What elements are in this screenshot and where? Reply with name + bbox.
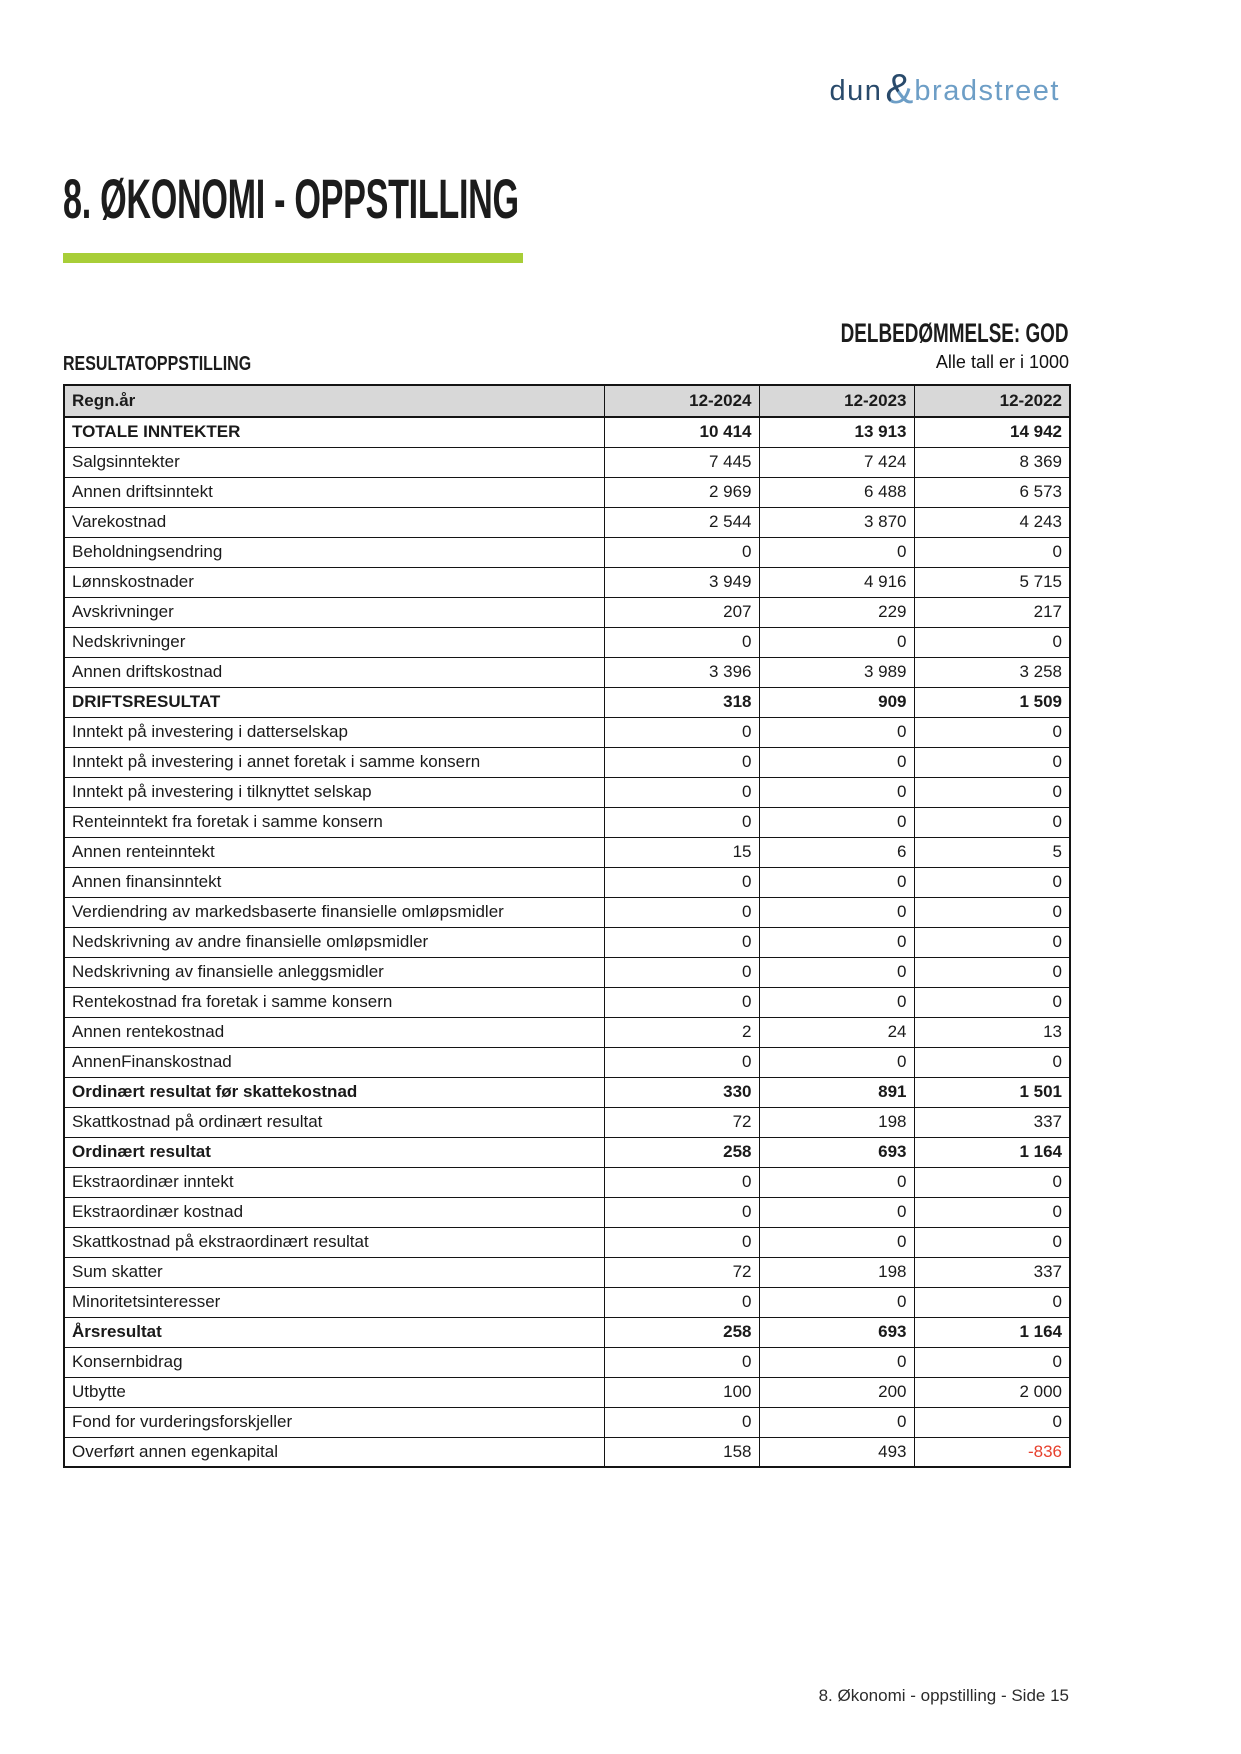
cell-value: 10 414	[604, 417, 759, 447]
table-row	[64, 477, 1070, 507]
cell-value: 0	[604, 777, 759, 807]
cell-value: 5 715	[914, 567, 1070, 597]
dun-bradstreet-logo	[829, 65, 1060, 114]
row-label: Avskrivninger	[64, 597, 604, 627]
column-header-regnar: Regn.år	[64, 385, 604, 417]
cell-value: 0	[759, 1407, 914, 1437]
row-label: DRIFTSRESULTAT	[64, 687, 604, 717]
row-label: Beholdningsendring	[64, 537, 604, 567]
cell-value: 207	[604, 597, 759, 627]
cell-value: 0	[914, 987, 1070, 1017]
cell-value: 0	[604, 717, 759, 747]
cell-value: 0	[604, 747, 759, 777]
cell-value: 5	[914, 837, 1070, 867]
row-label: Salgsinntekter	[64, 447, 604, 477]
cell-value: 8 369	[914, 447, 1070, 477]
table-header	[64, 385, 1070, 417]
cell-value: 0	[604, 537, 759, 567]
cell-value: 3 989	[759, 657, 914, 687]
row-label: Skattkostnad på ordinært resultat	[64, 1107, 604, 1137]
cell-value: 0	[604, 1347, 759, 1377]
table-row	[64, 957, 1070, 987]
cell-value: 0	[604, 1047, 759, 1077]
row-label: Nedskrivning av andre finansielle omløpsmidler	[64, 927, 604, 957]
cell-value: 0	[604, 1287, 759, 1317]
table-row	[64, 777, 1070, 807]
table-row	[64, 1317, 1070, 1347]
cell-value: 0	[759, 1347, 914, 1377]
cell-value: 0	[604, 987, 759, 1017]
table-row	[64, 1377, 1070, 1407]
table-row	[64, 1197, 1070, 1227]
row-label: Konsernbidrag	[64, 1347, 604, 1377]
cell-value: 0	[759, 537, 914, 567]
table-row	[64, 1017, 1070, 1047]
table-row	[64, 597, 1070, 627]
column-header-2023: 12-2023	[759, 385, 914, 417]
cell-value: 3 258	[914, 657, 1070, 687]
cell-value: 0	[914, 1407, 1070, 1437]
table-row	[64, 537, 1070, 567]
cell-value: 6 573	[914, 477, 1070, 507]
cell-value: 258	[604, 1317, 759, 1347]
table-row	[64, 1287, 1070, 1317]
cell-value: 0	[604, 1407, 759, 1437]
table-row	[64, 1137, 1070, 1167]
cell-value: 4 243	[914, 507, 1070, 537]
row-label: Verdiendring av markedsbaserte finansielle omløpsmidler	[64, 897, 604, 927]
row-label: Overført annen egenkapital	[64, 1437, 604, 1467]
cell-value: 3 949	[604, 567, 759, 597]
cell-value: 0	[914, 807, 1070, 837]
cell-value: 0	[759, 897, 914, 927]
cell-value: 0	[914, 1227, 1070, 1257]
row-label: Rentekostnad fra foretak i samme konsern	[64, 987, 604, 1017]
table-row	[64, 417, 1070, 447]
table-row	[64, 837, 1070, 867]
cell-value: 0	[914, 1047, 1070, 1077]
row-label: Annen finansinntekt	[64, 867, 604, 897]
cell-value: 693	[759, 1317, 914, 1347]
row-label: Nedskrivning av finansielle anleggsmidler	[64, 957, 604, 987]
cell-value: 13 913	[759, 417, 914, 447]
row-label: Ekstraordinær kostnad	[64, 1197, 604, 1227]
cell-value: 0	[914, 1347, 1070, 1377]
row-label: Ordinært resultat	[64, 1137, 604, 1167]
cell-value: 0	[759, 717, 914, 747]
cell-value: 337	[914, 1257, 1070, 1287]
cell-value: 229	[759, 597, 914, 627]
cell-value: 7 424	[759, 447, 914, 477]
cell-value: 0	[759, 1227, 914, 1257]
cell-value: 2 000	[914, 1377, 1070, 1407]
cell-value: 0	[914, 1167, 1070, 1197]
units-note: Alle tall er i 1000	[935, 352, 1069, 372]
cell-value: 0	[604, 627, 759, 657]
cell-value: 4 916	[759, 567, 914, 597]
cell-value: 100	[604, 1377, 759, 1407]
cell-value: 6	[759, 837, 914, 867]
cell-value: 0	[914, 897, 1070, 927]
cell-value: 0	[914, 867, 1070, 897]
cell-value: 0	[604, 1167, 759, 1197]
table-row	[64, 1167, 1070, 1197]
table-row	[64, 687, 1070, 717]
logo-text-bradstreet: bradstreet	[914, 74, 1060, 107]
table-row	[64, 717, 1070, 747]
row-label: AnnenFinanskostnad	[64, 1047, 604, 1077]
row-label: Årsresultat	[64, 1317, 604, 1347]
cell-value: 72	[604, 1257, 759, 1287]
assessment-label: DELBEDØMMELSE: GOD	[841, 318, 1069, 348]
cell-value: 0	[759, 747, 914, 777]
row-label: Inntekt på investering i annet foretak i samme konsern	[64, 747, 604, 777]
cell-value: 0	[604, 1197, 759, 1227]
row-label: Sum skatter	[64, 1257, 604, 1287]
cell-value: 2 969	[604, 477, 759, 507]
cell-value: 0	[759, 807, 914, 837]
cell-value: 0	[759, 1167, 914, 1197]
cell-value: 0	[604, 867, 759, 897]
row-label: Ordinært resultat før skattekostnad	[64, 1077, 604, 1107]
table-row	[64, 447, 1070, 477]
cell-value: 72	[604, 1107, 759, 1137]
cell-value: 1 509	[914, 687, 1070, 717]
table-row	[64, 897, 1070, 927]
cell-value: 0	[604, 1227, 759, 1257]
row-label: Annen renteinntekt	[64, 837, 604, 867]
cell-value: 7 445	[604, 447, 759, 477]
table-row	[64, 1407, 1070, 1437]
row-label: Lønnskostnader	[64, 567, 604, 597]
cell-value: 0	[914, 777, 1070, 807]
cell-value: 0	[914, 717, 1070, 747]
row-label: Inntekt på investering i tilknyttet selskap	[64, 777, 604, 807]
cell-value: 0	[914, 1197, 1070, 1227]
row-label: Annen driftsinntekt	[64, 477, 604, 507]
cell-value: 0	[914, 747, 1070, 777]
cell-value: 200	[759, 1377, 914, 1407]
cell-value: 493	[759, 1437, 914, 1467]
cell-value: 14 942	[914, 417, 1070, 447]
table-row	[64, 627, 1070, 657]
cell-value: 217	[914, 597, 1070, 627]
table-row	[64, 987, 1070, 1017]
cell-value: 909	[759, 687, 914, 717]
cell-value: 1 164	[914, 1317, 1070, 1347]
cell-value: 0	[604, 957, 759, 987]
cell-value: 0	[759, 627, 914, 657]
cell-value: 15	[604, 837, 759, 867]
cell-value: 0	[759, 1197, 914, 1227]
table-row	[64, 567, 1070, 597]
cell-value: 0	[914, 1287, 1070, 1317]
page-footer: 8. Økonomi - oppstilling - Side 15	[818, 1686, 1069, 1705]
table-body	[64, 417, 1070, 1467]
cell-value: 198	[759, 1257, 914, 1287]
table-row	[64, 1347, 1070, 1377]
column-header-2022: 12-2022	[914, 385, 1070, 417]
row-label: Minoritetsinteresser	[64, 1287, 604, 1317]
row-label: Renteinntekt fra foretak i samme konsern	[64, 807, 604, 837]
cell-value: 24	[759, 1017, 914, 1047]
table-row	[64, 1227, 1070, 1257]
cell-value: 337	[914, 1107, 1070, 1137]
row-label: Ekstraordinær inntekt	[64, 1167, 604, 1197]
cell-value: 0	[914, 927, 1070, 957]
cell-value: 6 488	[759, 477, 914, 507]
cell-value: 0	[759, 777, 914, 807]
logo-text-dun: dun	[829, 74, 883, 107]
cell-value: 0	[604, 807, 759, 837]
cell-value: 0	[914, 537, 1070, 567]
column-header-2024: 12-2024	[604, 385, 759, 417]
cell-value: 258	[604, 1137, 759, 1167]
cell-value: 2 544	[604, 507, 759, 537]
table-row	[64, 807, 1070, 837]
table-row	[64, 1077, 1070, 1107]
cell-value: 330	[604, 1077, 759, 1107]
cell-value: 693	[759, 1137, 914, 1167]
row-label: Inntekt på investering i datterselskap	[64, 717, 604, 747]
table-row	[64, 1047, 1070, 1077]
ampersand-logo-glyph: &	[885, 65, 914, 112]
row-label: Annen rentekostnad	[64, 1017, 604, 1047]
table-row	[64, 507, 1070, 537]
cell-value: 3 396	[604, 657, 759, 687]
table-header-row	[64, 385, 1070, 417]
table-row	[64, 747, 1070, 777]
table-row	[64, 1437, 1070, 1467]
row-label: Utbytte	[64, 1377, 604, 1407]
cell-value: 0	[604, 897, 759, 927]
row-label: TOTALE INNTEKTER	[64, 417, 604, 447]
title-accent-bar	[63, 253, 523, 263]
table-row	[64, 657, 1070, 687]
cell-value: 0	[759, 867, 914, 897]
table-row	[64, 867, 1070, 897]
table-title: RESULTATOPPSTILLING	[63, 353, 252, 375]
cell-value: 1 501	[914, 1077, 1070, 1107]
row-label: Annen driftskostnad	[64, 657, 604, 687]
cell-value: 0	[759, 987, 914, 1017]
page-title: 8. ØKONOMI - OPPSTILLING	[63, 167, 519, 230]
table-row	[64, 1257, 1070, 1287]
cell-value: -836	[914, 1437, 1070, 1467]
row-label: Varekostnad	[64, 507, 604, 537]
cell-value: 1 164	[914, 1137, 1070, 1167]
cell-value: 0	[914, 627, 1070, 657]
cell-value: 0	[604, 927, 759, 957]
cell-value: 2	[604, 1017, 759, 1047]
cell-value: 0	[914, 957, 1070, 987]
cell-value: 0	[759, 927, 914, 957]
cell-value: 3 870	[759, 507, 914, 537]
table-row	[64, 927, 1070, 957]
cell-value: 0	[759, 1287, 914, 1317]
cell-value: 0	[759, 1047, 914, 1077]
cell-value: 318	[604, 687, 759, 717]
table-row	[64, 1107, 1070, 1137]
row-label: Skattkostnad på ekstraordinært resultat	[64, 1227, 604, 1257]
cell-value: 0	[759, 957, 914, 987]
cell-value: 891	[759, 1077, 914, 1107]
cell-value: 13	[914, 1017, 1070, 1047]
result-table	[63, 384, 1071, 1468]
row-label: Nedskrivninger	[64, 627, 604, 657]
cell-value: 198	[759, 1107, 914, 1137]
cell-value: 158	[604, 1437, 759, 1467]
row-label: Fond for vurderingsforskjeller	[64, 1407, 604, 1437]
